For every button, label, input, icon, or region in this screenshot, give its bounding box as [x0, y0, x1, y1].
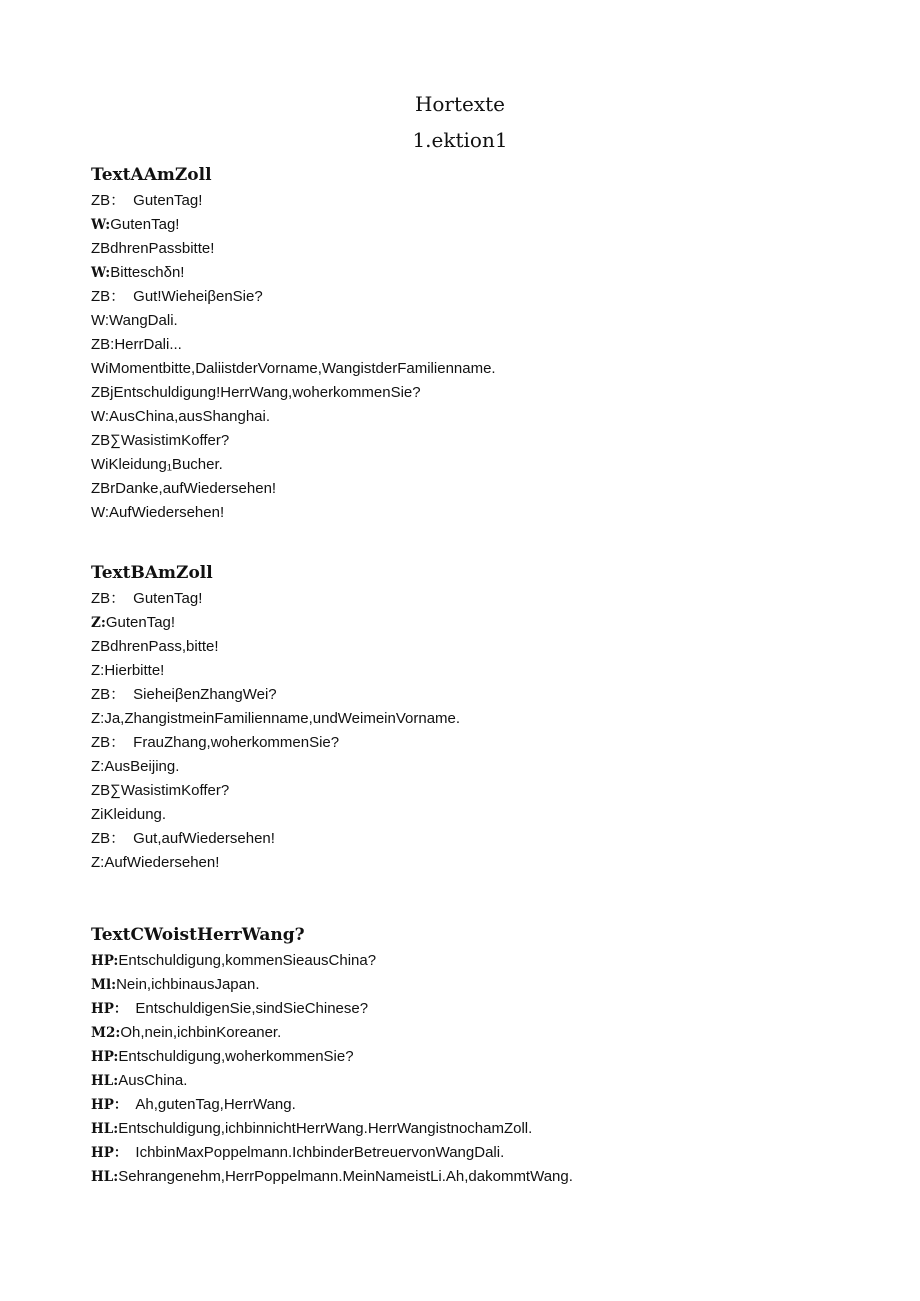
utterance-text: AusChina. — [118, 1072, 188, 1089]
dialogue-line — [91, 830, 851, 854]
dialogue-line — [91, 1048, 851, 1072]
speaker-label: HP: — [91, 953, 119, 969]
dialogue-line — [91, 216, 851, 240]
dialogue-line — [91, 240, 851, 264]
utterance-text: FrauZhang,woherkommenSie? — [133, 734, 340, 751]
speaker-label: ZB： — [91, 734, 126, 751]
speaker-label: HP: — [91, 1049, 119, 1065]
utterance-text: Sehrangenehm,HerrPoppelmann.MeinNameistLi.Ah,dakommtWang. — [118, 1168, 573, 1185]
section-text-a — [91, 164, 851, 528]
speaker-label: HL: — [91, 1121, 119, 1137]
dialogue-line — [91, 1144, 851, 1168]
dialogue-line — [91, 384, 851, 408]
speaker-label: HP： — [91, 1097, 128, 1113]
speaker-label: ZB： — [91, 288, 126, 305]
utterance-text: Oh,nein,ichbinKoreaner. — [120, 1024, 282, 1041]
dialogue-line — [91, 638, 851, 662]
dialogue-line — [91, 806, 851, 830]
dialogue-line — [91, 758, 851, 782]
speaker-label: HL: — [91, 1073, 119, 1089]
utterance-text: GutenTag! — [105, 614, 176, 631]
speaker-label: W: — [91, 217, 111, 233]
dialogue-line — [91, 264, 851, 288]
dialogue-line — [91, 734, 851, 758]
utterance-text: IchbinMaxPoppelmann.IchbinderBetreuervonWangDali. — [135, 1144, 505, 1161]
speaker-label: Ml: — [91, 977, 117, 993]
utterance-text: Entschuldigung,kommenSieausChina? — [118, 952, 377, 969]
speaker-label: ZB： — [91, 686, 126, 703]
section-heading: TextBAmZoll — [91, 563, 213, 583]
utterance-text: ZB:HerrDali... — [91, 336, 182, 353]
dialogue-lines — [91, 952, 851, 1192]
document-subtitle: 1.ektion1 — [412, 128, 508, 152]
utterance-text: ZB∑WasistimKoffer? — [91, 432, 230, 449]
speaker-label: W: — [91, 265, 111, 281]
dialogue-line — [91, 686, 851, 710]
document-title: Hortexte — [414, 92, 506, 116]
dialogue-line — [91, 1120, 851, 1144]
section-heading: TextCWoistHerrWang? — [91, 925, 305, 945]
dialogue-line — [91, 782, 851, 806]
dialogue-line — [91, 408, 851, 432]
speaker-label: HL: — [91, 1169, 119, 1185]
dialogue-line — [91, 1024, 851, 1048]
dialogue-line — [91, 710, 851, 734]
utterance-text: GutenTag! — [133, 590, 203, 607]
dialogue-line — [91, 614, 851, 638]
dialogue-lines — [91, 192, 851, 528]
utterance-text: W:AufWiedersehen! — [91, 504, 225, 521]
utterance-text: ZiKleidung. — [91, 806, 167, 823]
speaker-label: HP： — [91, 1001, 128, 1017]
dialogue-line — [91, 312, 851, 336]
utterance-text: ZB∑WasistimKoffer? — [91, 782, 230, 799]
dialogue-lines — [91, 590, 851, 878]
dialogue-line — [91, 854, 851, 878]
utterance-text: Gut,aufWiedersehen! — [133, 830, 275, 847]
utterance-text: WiMomentbitte,DaliistderVorname,WangistderFamilienname. — [91, 360, 496, 377]
dialogue-line — [91, 1072, 851, 1096]
utterance-text: SieheiβenZhangWei? — [133, 686, 277, 703]
utterance-text: ZBdhrenPassbitte! — [91, 240, 215, 257]
utterance-text: GutenTag! — [110, 216, 180, 233]
utterance-text: Z:Ja,ZhangistmeinFamilienname,undWeimeinVorname. — [91, 710, 461, 727]
utterance-text: ZBjEntschuldigung!HerrWang,woherkommenSie? — [91, 384, 421, 401]
utterance-text: Z:AusBeijing. — [91, 758, 180, 775]
dialogue-line — [91, 336, 851, 360]
utterance-text: Entschuldigung,ichbinnichtHerrWang.HerrWangistnochamZoll. — [118, 1120, 533, 1137]
speaker-label: ZB： — [91, 830, 126, 847]
dialogue-line — [91, 456, 851, 480]
dialogue-line — [91, 288, 851, 312]
dialogue-line — [91, 1096, 851, 1120]
utterance-text: Z:Hierbitte! — [91, 662, 165, 679]
dialogue-line — [91, 480, 851, 504]
dialogue-line — [91, 952, 851, 976]
dialogue-line — [91, 504, 851, 528]
section-heading: TextAAmZoll — [91, 165, 212, 185]
utterance-text: W:WangDali. — [91, 312, 178, 329]
utterance-text: ZBrDanke,aufWiedersehen! — [91, 480, 277, 497]
dialogue-line — [91, 192, 851, 216]
utterance-text: Gut!WieheiβenSie? — [133, 288, 263, 305]
utterance-text: Z:AufWiedersehen! — [91, 854, 220, 871]
section-text-b — [91, 562, 851, 878]
utterance-text: EntschuldigenSie,sindSieChinese? — [135, 1000, 369, 1017]
utterance-text: Ah,gutenTag,HerrWang. — [135, 1096, 296, 1113]
speaker-label: Z: — [91, 615, 106, 631]
utterance-text: W:AusChina,ausShanghai. — [91, 408, 271, 425]
dialogue-line — [91, 590, 851, 614]
utterance-text: ZBdhrenPass,bitte! — [91, 638, 219, 655]
utterance-text: Entschuldigung,woherkommenSie? — [118, 1048, 354, 1065]
dialogue-line — [91, 1000, 851, 1024]
dialogue-line — [91, 360, 851, 384]
dialogue-line — [91, 976, 851, 1000]
speaker-label: M2: — [91, 1025, 121, 1041]
speaker-label: HP： — [91, 1145, 128, 1161]
speaker-label: ZB： — [91, 590, 126, 607]
utterance-text: WiKleidung₁Bucher. — [91, 456, 223, 473]
utterance-text: Nein,ichbinausJapan. — [116, 976, 260, 993]
dialogue-line — [91, 432, 851, 456]
speaker-label: ZB： — [91, 192, 126, 209]
utterance-text: GutenTag! — [133, 192, 203, 209]
section-text-c — [91, 924, 851, 1192]
dialogue-line — [91, 1168, 851, 1192]
utterance-text: Bitteschδn! — [110, 264, 185, 281]
dialogue-line — [91, 662, 851, 686]
